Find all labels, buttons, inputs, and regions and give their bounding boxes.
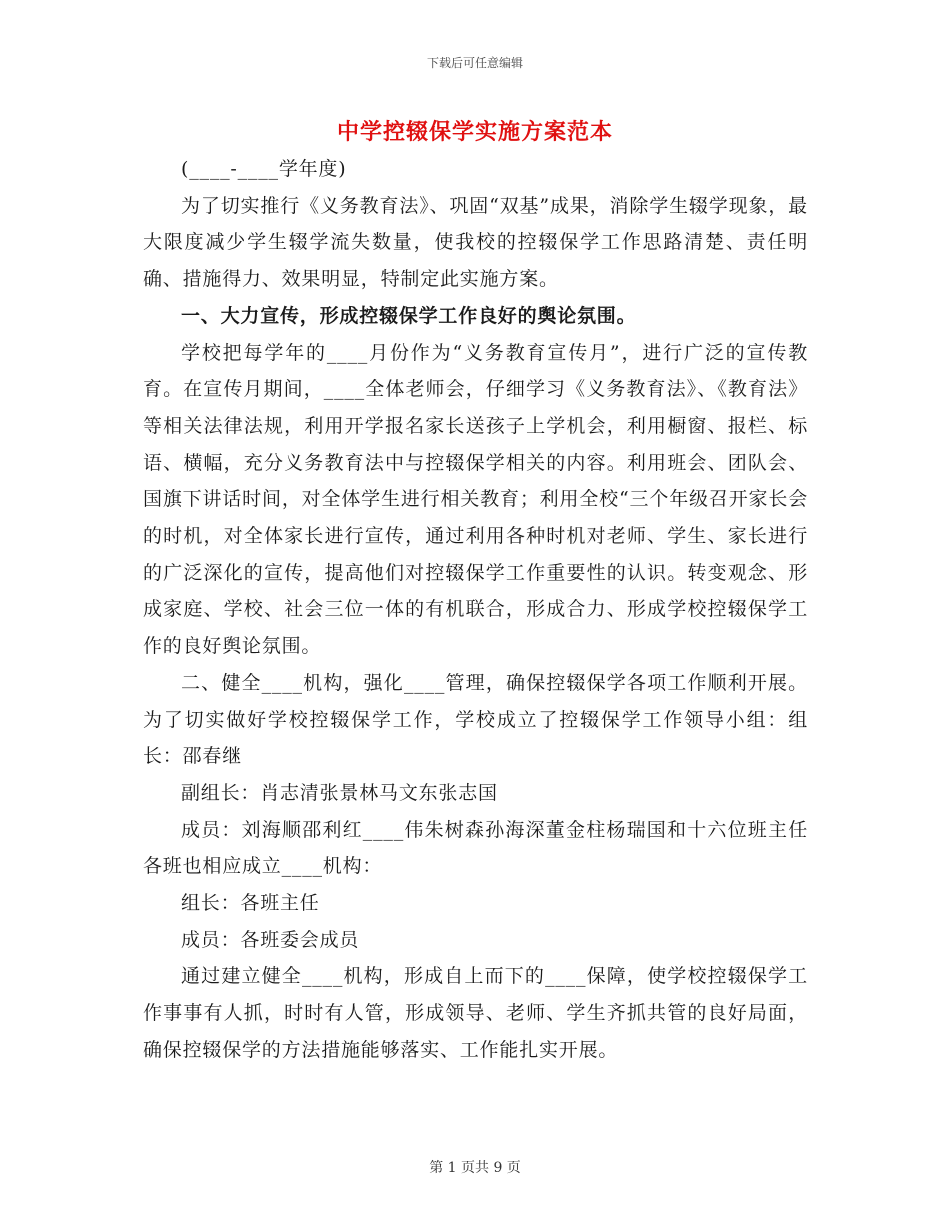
paragraph-mechanism: 通过建立健全____机构，形成自上而下的____保障，使学校控辍保学工作事事有人抓，时时有人管，形成领导、老师、学生齐抓共管的良好局面，确保控辍保学的方法措施能够落实、工作能扎实开展。 — [143, 965, 808, 1061]
paragraph-year: (____-____学年度) — [181, 158, 347, 180]
paragraph-intro: 为了切实推行《义务教育法》、巩固“双基”成果，消除学生辍学现象，最大限度减少学生辍学流失数量，使我校的控辍保学工作思路清楚、责任明确、措施得力、效果明显，特制定此实施方案。 — [143, 194, 808, 291]
page-footer: 第 1 页共 9 页 — [429, 1160, 521, 1176]
paragraph-members: 成员：刘海顺邵利红____伟朱树森孙海深董金柱杨瑞国和十六位班主任各班也相应成立____机构： — [143, 818, 808, 878]
section-heading-1: 一、大力宣传，形成控辍保学工作良好的舆论氛围。 — [181, 304, 637, 327]
paragraph-publicity: 学校把每学年的____月份作为“义务教育宣传月”，进行广泛的宣传教育。在宣传月期间，____全体老师会，仔细学习《义务教育法》、《教育法》等相关法律法规，利用开学报名家长送孩子上学机会，利用橱窗、报栏、标语、横幅，充分义务教育法中与控辍保学相关的内容。利用班会、团队会、国旗下讲话时间，对全体学生进行相关教育；利用全校“三个年级召开家长会的时机，对全体家长进行宣传，通过利用各种时机对老师、学生、家长进行的广泛深化的宣传，提高他们对控辍保学工作重要性的认识。转变观念、形成家庭、学校、社会三位一体的有机联合，形成合力、形成学校控辍保学工作的良好舆论氛围。 — [143, 341, 808, 658]
paragraph-class-leader: 组长：各班主任 — [181, 892, 320, 915]
page-header: 下载后可任意编辑 — [426, 56, 523, 70]
paragraph-deputy-leaders: 副组长：肖志清张景林马文东张志国 — [181, 781, 498, 804]
document-body — [143, 151, 808, 1069]
document-title: 中学控辍保学实施方案范本 — [336, 119, 613, 145]
paragraph-class-members: 成员：各班委会成员 — [181, 928, 360, 951]
section-heading-2: 二、健全____机构，强化____管理，确保控辍保学各项工作顺利开展。为了切实做好学校控辍保学工作，学校成立了控辍保学工作领导小组：组长：邵春继 — [143, 671, 808, 768]
